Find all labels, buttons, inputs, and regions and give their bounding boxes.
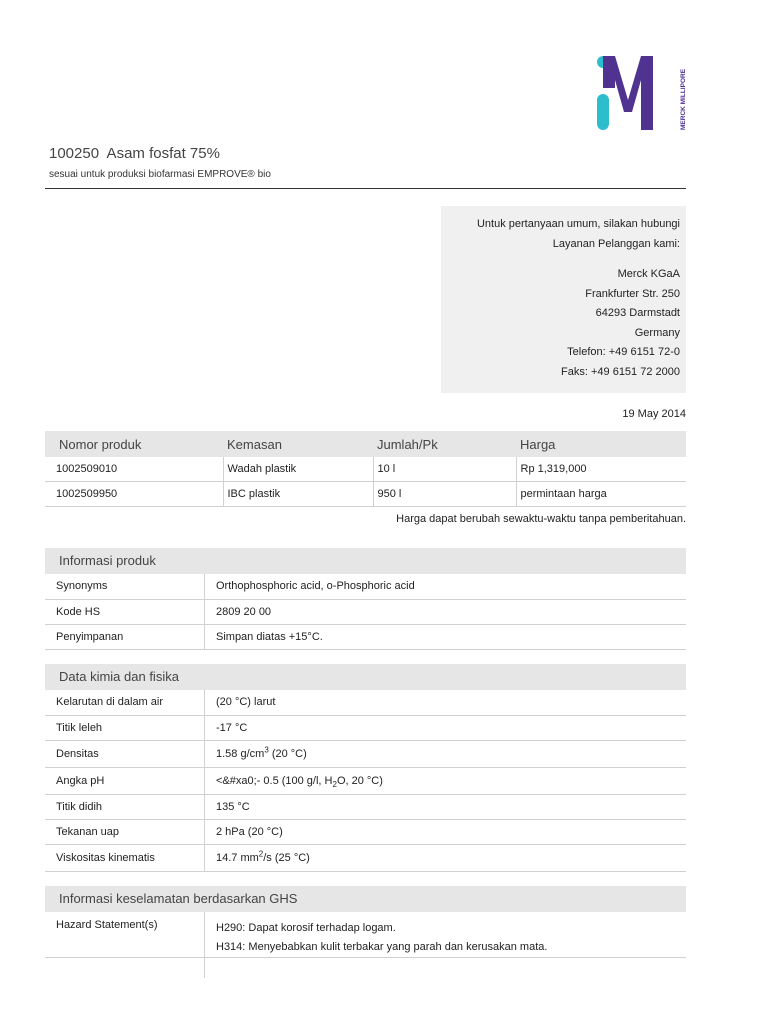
table-row	[45, 819, 686, 844]
product-table-header	[45, 431, 686, 457]
table-row	[45, 794, 686, 819]
contact-line: Frankfurter Str. 250	[585, 288, 680, 300]
table-row	[45, 690, 686, 715]
table-row	[45, 715, 686, 740]
price-note: Harga dapat berubah sewaktu-waktu tanpa pemberitahuan.	[396, 513, 686, 525]
ghs-key: Hazard Statement(s)	[45, 912, 205, 958]
hazard-statements	[205, 912, 687, 958]
contact-box	[441, 206, 686, 393]
logo-left-stem	[597, 94, 609, 130]
section-title: Informasi keselamatan berdasarkan GHS	[45, 886, 686, 912]
package: IBC plastik	[223, 482, 373, 507]
chem-key: Tekanan uap	[45, 819, 205, 844]
table-row	[45, 767, 686, 794]
table-row	[45, 574, 686, 599]
chem-key: Titik didih	[45, 794, 205, 819]
product-number: 1002509010	[45, 457, 223, 482]
table-row	[45, 457, 686, 482]
contact-line: Merck KGaA	[617, 268, 680, 280]
chem-value	[205, 844, 687, 871]
price-request: permintaan harga	[516, 482, 686, 507]
logo-brand-text: MERCK MILLIPORE	[680, 68, 687, 130]
chem-key: Viskositas kinematis	[45, 844, 205, 871]
product-info-section	[45, 548, 686, 650]
info-key: Synonyms	[45, 574, 205, 599]
merck-millipore-logo	[597, 56, 690, 134]
package: Wadah plastik	[223, 457, 373, 482]
column-header: Jumlah/Pk	[373, 431, 516, 457]
value-subscript: 2	[332, 779, 337, 789]
section-title: Informasi produk	[45, 548, 686, 574]
chem-value	[205, 767, 687, 794]
chem-data-section	[45, 664, 686, 872]
table-row	[45, 844, 686, 871]
contact-line: 64293 Darmstadt	[595, 307, 680, 319]
price: Rp 1,319,000	[516, 457, 686, 482]
value-text: (20 °C)	[268, 747, 307, 760]
empty-cell	[45, 958, 205, 978]
chem-value: 2 hPa (20 °C)	[205, 819, 687, 844]
chem-value: (20 °C) larut	[205, 690, 687, 715]
header-divider	[45, 188, 686, 189]
chem-key: Kelarutan di dalam air	[45, 690, 205, 715]
table-row	[45, 599, 686, 624]
chem-key: Titik leleh	[45, 715, 205, 740]
table-row	[45, 482, 686, 507]
contact-line: Layanan Pelanggan kami:	[552, 238, 680, 250]
info-key: Kode HS	[45, 599, 205, 624]
section-title: Data kimia dan fisika	[45, 664, 686, 690]
value-text: /s (25 °C)	[263, 851, 310, 864]
value-superscript: 3	[264, 744, 269, 754]
product-info-table	[45, 574, 686, 650]
value-text: 1.58 g/cm	[216, 747, 265, 760]
table-row	[45, 624, 686, 649]
table-row	[45, 912, 686, 958]
quantity: 10 l	[373, 457, 516, 482]
ghs-table	[45, 912, 686, 978]
product-table	[45, 431, 686, 507]
hazard-statement: H290: Dapat korosif terhadap logam.	[216, 922, 396, 934]
table-row	[45, 740, 686, 767]
contact-line: Faks: +49 6151 72 2000	[561, 366, 680, 378]
info-value: Simpan diatas +15°C.	[205, 624, 687, 649]
empty-cell	[205, 958, 687, 978]
value-text: O, 20 °C)	[336, 774, 383, 787]
hazard-statement: H314: Menyebabkan kulit terbakar yang parah dan kerusakan mata.	[216, 941, 548, 953]
chem-value: 135 °C	[205, 794, 687, 819]
chem-data-table	[45, 690, 686, 872]
column-header: Nomor produk	[45, 431, 223, 457]
table-row	[45, 958, 686, 978]
product-subtitle: sesuai untuk produksi biofarmasi EMPROVE® bio	[49, 169, 271, 180]
document-date: 19 May 2014	[622, 408, 686, 420]
ghs-section	[45, 886, 686, 978]
column-header: Kemasan	[223, 431, 373, 457]
info-value: 2809 20 00	[205, 599, 687, 624]
chem-key: Angka pH	[45, 767, 205, 794]
contact-line: Germany	[634, 327, 680, 339]
value-text: <&#xa0;- 0.5 (100 g/l, H	[216, 774, 333, 787]
contact-line: Telefon: +49 6151 72-0	[567, 346, 680, 358]
chem-value	[205, 740, 687, 767]
product-number: 1002509950	[45, 482, 223, 507]
product-title: 100250 Asam fosfat 75%	[49, 145, 220, 162]
value-text: 14.7 mm	[216, 851, 259, 864]
quantity: 950 l	[373, 482, 516, 507]
chem-value: -17 °C	[205, 715, 687, 740]
contact-line: Untuk pertanyaan umum, silakan hubungi	[476, 218, 680, 230]
column-header: Harga	[516, 431, 686, 457]
value-superscript: 2	[258, 848, 264, 858]
logo-m-shape	[603, 56, 653, 130]
info-value: Orthophosphoric acid, o-Phosphoric acid	[205, 574, 687, 599]
info-key: Penyimpanan	[45, 624, 205, 649]
chem-key: Densitas	[45, 740, 205, 767]
